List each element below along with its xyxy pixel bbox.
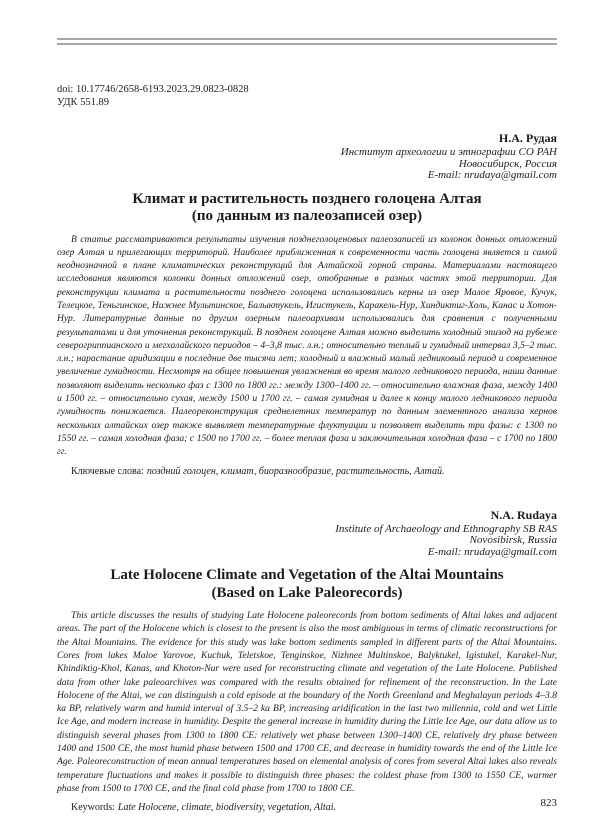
affiliation-line-institute-en: Institute of Archaeology and Ethnography SB RAS xyxy=(335,522,557,535)
affiliation-line-city-en: Novosibirsk, Russia xyxy=(469,534,557,547)
keywords-label-ru: Ключевые слова: xyxy=(71,465,144,477)
title-line-2-en: (Based on Lake Paleorecords) xyxy=(211,584,403,601)
author-block-en xyxy=(57,508,557,559)
affiliation-line-institute-ru: Институт археологии и этнографии СО РАН xyxy=(340,146,557,158)
author-block-ru xyxy=(57,131,557,182)
author-name-en: N.A. Rudaya xyxy=(490,507,557,522)
abstract-ru: В статье рассматриваются результаты изучения позднеголоценовых палеозаписей из колонок донных отложений озер Алтая и прилегающих территорий. Наиболее приближенная к современности часть голоцена является и самой неоднозначной в плане климатических реконструкций для Алтайской горной страны. Материалами настоящего исследования являются колонки донных отложений озер, отобранные в разных частях этой территории. Для реконструкции климата и растительности позднего голоцена использовались керны из озер Малое Яровое, Кучук, Телецкое, Теньгинское, Нижнее Мультинское, Балыктукель, Игистукель, Каракель-Нур, Хиндиктиг-Холь, Канас и Хотон-Нур. Литературные данные по другим озерным палеоархивам использовались для сравнения с полученными результатами и для уточнения реконструкций. В позднем голоцене Алтая можно выделить холодный эпизод на рубеже северогриппианского и мегхалайского периодов – 4–3,8 тыс. л.н.; относительно теплый и гумидный интервал 3,5–2 тыс. л.н.; нарастание аридизации в последние две тысячи лет; холодный и влажный малый ледниковый период и современное увеличение гумидности. Несмотря на общее повышения увлажнения во время малого ледникового периода, наши данные позволяют выделить несколько фаз с 1300 по 1800 гг.: между 1300–1400 гг. – относительно влажная фаза, между 1400 и 1500 гг. – относительно сухая, между 1500 и 1700 гг. – самая гумидная и далее к концу малого ледникового периода гумидность понижается. Палеореконструкция среднелетних температур по данным элементного анализа кернов нескольких алтайских озер также выявляет температурные флуктуации и позволяет выделить три фазы: с 1300 по 1550 гг. – самая холодная фаза; с 1500 по 1700 гг. – более теплая фаза и заключительная холодная фаза – с 1700 по 1800 гг. xyxy=(57,233,557,458)
affiliation-line-email-en: E-mail: nrudaya@gmail.com xyxy=(427,545,557,558)
keywords-label-en: Keywords: xyxy=(71,802,115,814)
keywords-en xyxy=(57,801,557,814)
page-number: 823 xyxy=(540,797,557,809)
affiliation-en xyxy=(57,524,557,559)
article-meta xyxy=(57,84,557,109)
abstract-en: This article discusses the results of studying Late Holocene paleorecords from bottom sediments of Altai lakes and adjacent areas. The part of the Holocene which is closest to the present is also the most ambiguous in terms of climatic reconstructions for the Altai Mountains. The evidence for this study was lake bottom sediments sampled in different parts of the Altai Mountains. Cores from lakes Maloe Yarovoe, Kuchuk, Teletskoe, Tenginskoe, Nizhnee Multinskoe, Balyktukel, Igistukel, Karakel-Nur, Khindiktig-Khol, Kanas, and Khoton-Nur were used for reconstructing climate and vegetation of the Late Holocene. Published data from other lake paleoarchives was compared with the results obtained for refinement of the reconstruction. In the Late Holocene of the Altai, we can distinguish a cold episode at the boundary of the North Greenland and Meghalayan periods 4–3.8 ka BP, relatively warm and humid interval of 3.5–2 ka BP, increasing aridification in the last two millennia, cold and wet Little Ice Age, and modern increase in humidity. Despite the general increase in humidity during the Little Ice Age, our data allow us to distinguish several phases from 1300 to 1800 CE: relatively wet phase between 1300–1400 CE, relatively dry phase between 1400 and 1500 CE, the most humid phase between 1500 and 1700 CE, and decrease in humidity towards the end of the Little Ice Age. Paleoreconstruction of mean annual temperatures based on elemental analysis of cores from several Altai lakes also reveals temperature fluctuations and makes it possible to distinguish three phases: the coldest phase from 1300 to 1550 CE, warmer phase from 1500 to 1700 CE, and the final cold phase from 1700 to 1800 CE. xyxy=(57,610,557,794)
title-line-1-ru: Климат и растительность позднего голоцена Алтая xyxy=(132,190,482,207)
header-double-rule xyxy=(57,38,557,45)
title-line-1-en: Late Holocene Climate and Vegetation of the Altai Mountains xyxy=(110,567,504,584)
udk-line: УДК 551.89 xyxy=(57,96,110,108)
affiliation-line-email-ru: E-mail: nrudaya@gmail.com xyxy=(427,169,557,181)
affiliation-line-city-ru: Новосибирск, Россия xyxy=(458,157,557,170)
title-line-2-ru: (по данным из палеозаписей озер) xyxy=(191,208,423,224)
page-content xyxy=(57,0,557,814)
doi-line: doi: 10.17746/2658-6193.2023.29.0823-0828 xyxy=(57,84,249,95)
affiliation-ru xyxy=(57,147,557,182)
article-title-en xyxy=(57,567,557,602)
article-title-ru xyxy=(57,191,557,226)
keywords-text-en: Late Holocene, climate, biodiversity, vegetation, Altai. xyxy=(117,802,336,814)
keywords-text-ru: поздний голоцен, климат, биоразнообразие, растительность, Алтай. xyxy=(146,465,445,477)
keywords-ru xyxy=(57,465,557,478)
author-name-ru: Н.А. Рудая xyxy=(498,131,557,145)
